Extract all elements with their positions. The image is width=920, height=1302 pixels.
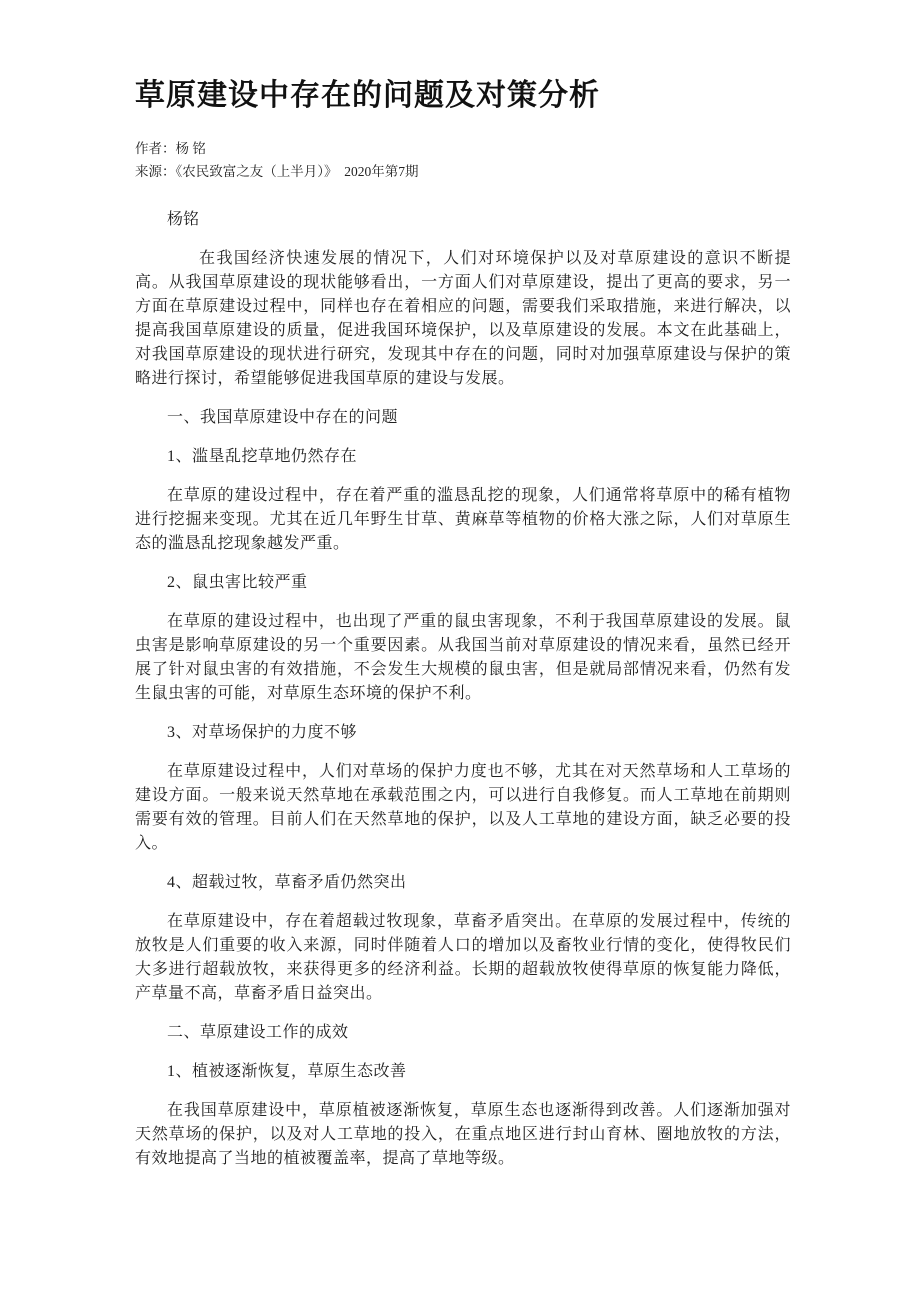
- paragraph-1-1: 在草原的建设过程中，存在着严重的滥恳乱挖的现象，人们通常将草原中的稀有植物进行挖掘来变现。尤其在近几年野生甘草、黄麻草等植物的价格大涨之际，人们对草原生态的滥恳乱挖现象越发严重。: [135, 487, 791, 552]
- document-meta: [135, 137, 791, 183]
- paragraph-1-2: 在草原的建设过程中，也出现了严重的鼠虫害现象，不利于我国草原建设的发展。鼠虫害是影响草原建设的另一个重要因素。从我国当前对草原建设的情况来看，虽然已经开展了针对鼠虫害的有效措施，不会发生大规模的鼠虫害，但是就局部情况来看，仍然有发生鼠虫害的可能，对草原生态环境的保护不利。: [135, 613, 791, 702]
- intro-paragraph: 在我国经济快速发展的情况下，人们对环境保护以及对草原建设的意识不断提高。从我国草原建设的现状能够看出，一方面人们对草原建设，提出了更高的要求，另一方面在草原建设过程中，同样也存在着相应的问题，需要我们采取措施，来进行解决，以提高我国草原建设的质量，促进我国环境保护，以及草原建设的发展。本文在此基础上，对我国草原建设的现状进行研究，发现其中存在的问题，同时对加强草原建设与保护的策略进行探讨，希望能够促进我国草原的建设与发展。: [135, 250, 791, 387]
- document-content: [135, 0, 791, 1186]
- section-heading-1: 一、我国草原建设中存在的问题: [167, 409, 399, 426]
- section-heading-2: 二、草原建设工作的成效: [167, 1024, 349, 1041]
- paragraph-1-3: 在草原建设过程中，人们对草场的保护力度也不够，尤其在对天然草场和人工草场的建设方面。一般来说天然草地在承载范围之内，可以进行自我修复。而人工草地在前期则需要有效的管理。目前人们在天然草地的保护，以及人工草地的建设方面，缺乏必要的投入。: [135, 763, 791, 852]
- sub-heading-1-4: 4、超载过牧，草畜矛盾仍然突出: [167, 874, 407, 891]
- paragraph-2-1: 在我国草原建设中，草原植被逐渐恢复，草原生态也逐渐得到改善。人们逐渐加强对天然草场的保护，以及对人工草地的投入，在重点地区进行封山育林、圈地放牧的方法，有效地提高了当地的植被覆盖率，提高了草地等级。: [135, 1102, 791, 1167]
- byline: 杨铭: [167, 211, 200, 228]
- document-title: 草原建设中存在的问题及对策分析: [135, 79, 600, 112]
- paragraph-1-4: 在草原建设中，存在着超载过牧现象，草畜矛盾突出。在草原的发展过程中，传统的放牧是人们重要的收入来源，同时伴随着人口的增加以及畜牧业行情的变化，使得牧民们大多进行超载放牧，来获得更多的经济利益。长期的超载放牧使得草原的恢复能力降低，产草量不高，草畜矛盾日益突出。: [135, 913, 791, 1002]
- sub-heading-1-1: 1、滥垦乱挖草地仍然存在: [167, 448, 358, 465]
- sub-heading-2-1: 1、植被逐渐恢复，草原生态改善: [167, 1063, 407, 1080]
- meta-source-line: 来源：《农民致富之友（上半月）》 2020年第7期: [135, 164, 419, 179]
- meta-author-line: 作者：杨 铭: [135, 141, 206, 156]
- sub-heading-1-3: 3、对草场保护的力度不够: [167, 724, 358, 741]
- sub-heading-1-2: 2、鼠虫害比较严重: [167, 574, 308, 591]
